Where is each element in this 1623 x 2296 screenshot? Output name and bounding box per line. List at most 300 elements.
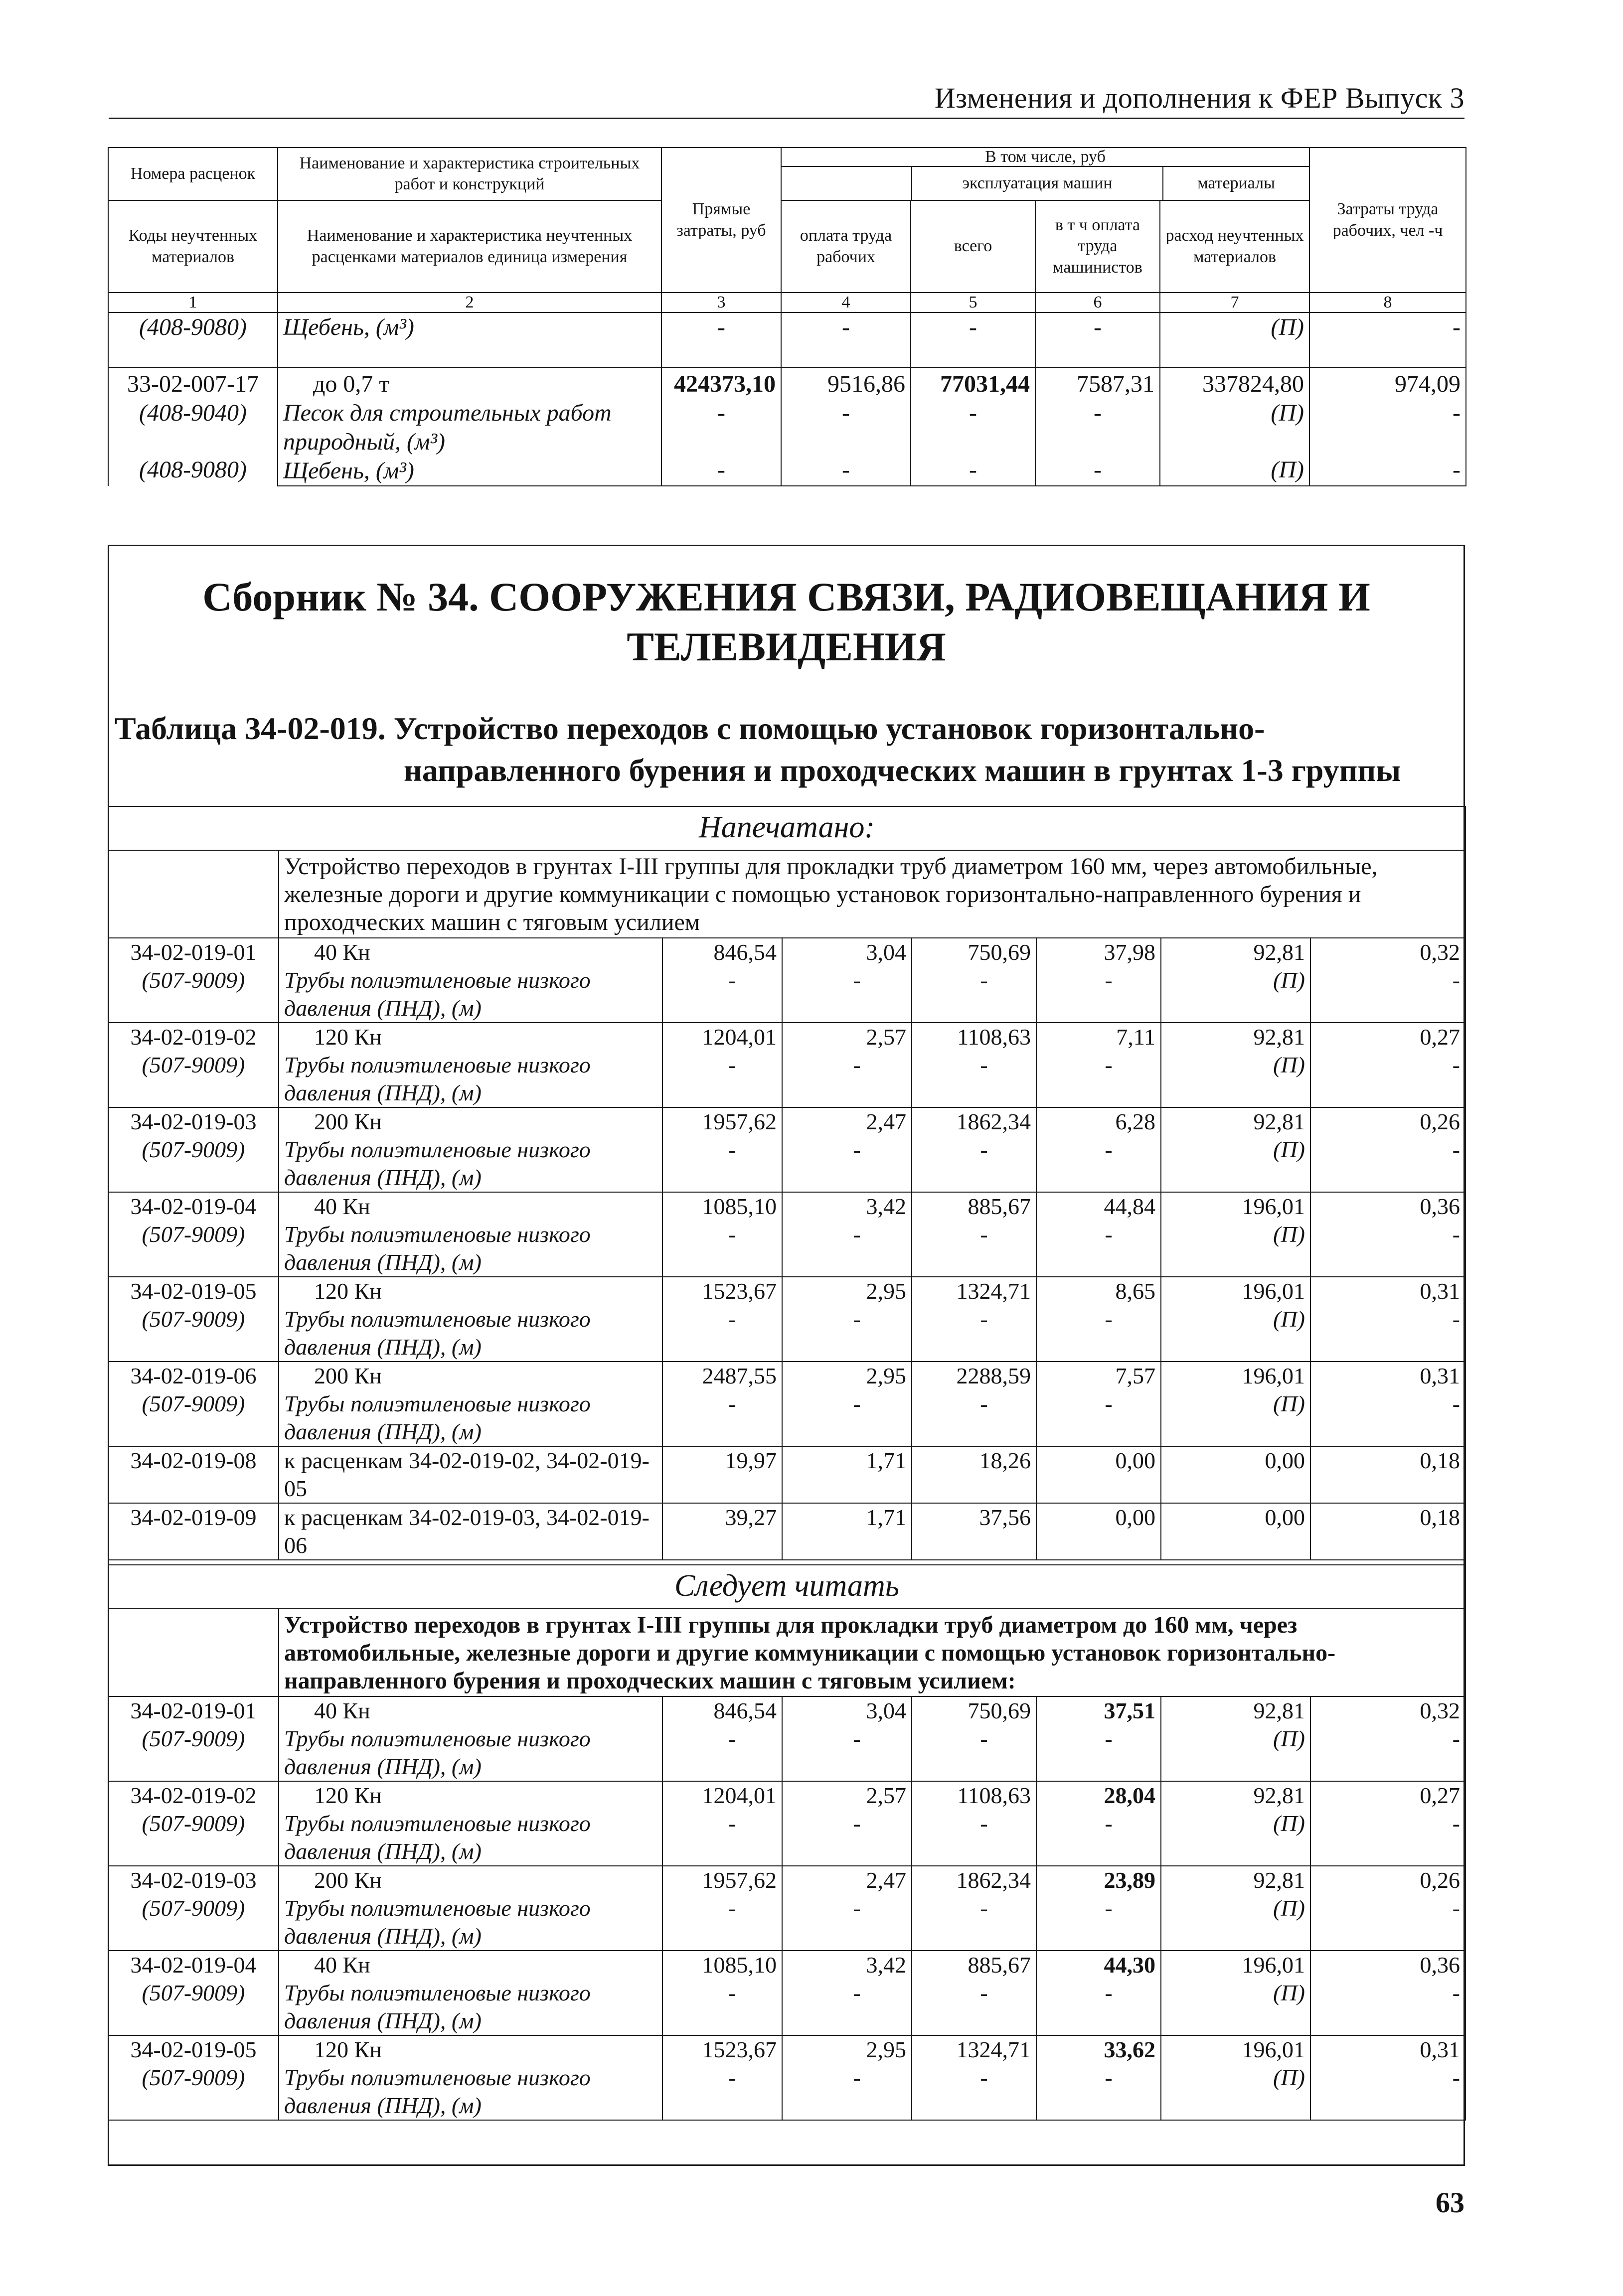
material-code: (408-9080) <box>139 457 247 483</box>
value-cell <box>662 1277 782 1362</box>
material-name: Трубы полиэтиленовые низкого давления (ПНД), (м) <box>284 1980 591 2033</box>
value: 8,65 <box>1115 1278 1155 1304</box>
value: (П) <box>1273 1811 1305 1836</box>
material-code: (507-9009) <box>142 1895 245 1921</box>
material-code: (507-9009) <box>142 2065 245 2090</box>
value: 92,81 <box>1253 1783 1305 1808</box>
value-cell <box>912 1503 1036 1560</box>
value: - <box>728 1306 736 1332</box>
value-cell <box>662 1781 782 1866</box>
rate-code: 34-02-019-05 <box>130 2037 257 2062</box>
name-cell <box>279 1446 662 1503</box>
value: - <box>853 1222 861 1247</box>
value-cell <box>1310 1951 1465 2035</box>
value-cell <box>1310 1277 1465 1362</box>
value-cell <box>782 1696 912 1781</box>
material-name: Трубы полиэтиленовые низкого давления (ПНД), (м) <box>284 1811 591 1864</box>
value: - <box>1105 1052 1113 1077</box>
value-cell <box>782 1107 912 1192</box>
value: 1,71 <box>866 1505 906 1530</box>
value: 1957,62 <box>702 1109 777 1134</box>
value: - <box>980 1980 988 2005</box>
value: 3,42 <box>866 1194 906 1219</box>
material-name: Трубы полиэтиленовые низкого давления (ПНД), (м) <box>284 1222 591 1275</box>
col-number: 2 <box>278 293 661 312</box>
value-cell <box>782 1023 912 1107</box>
value: 6,28 <box>1115 1109 1155 1134</box>
name-cell <box>279 1192 662 1277</box>
value-cell <box>782 1446 912 1503</box>
cell: - <box>969 400 977 426</box>
value-cell <box>1161 1503 1310 1560</box>
value-cell <box>1161 1866 1310 1951</box>
col-number: 5 <box>911 293 1035 312</box>
rate-code: 34-02-019-09 <box>130 1505 257 1530</box>
col-number: 3 <box>661 293 781 312</box>
rate-cell <box>108 1696 279 1781</box>
rate-cell <box>108 1362 279 1446</box>
cell: 424373,10 <box>674 371 776 397</box>
value-cell <box>1036 1023 1161 1107</box>
hdr-labor: Затраты труда рабочих, чел -ч <box>1309 148 1466 293</box>
should-read-label: Следует читать <box>108 1565 1465 1609</box>
cell: 77031,44 <box>940 371 1030 397</box>
name-cell <box>279 1696 662 1781</box>
value: 1204,01 <box>702 1024 777 1050</box>
name-cell <box>279 1277 662 1362</box>
value: 2288,59 <box>956 1363 1031 1388</box>
value: 750,69 <box>968 939 1031 965</box>
value: 92,81 <box>1253 1698 1305 1723</box>
value: 1085,10 <box>702 1952 777 1978</box>
cell: - <box>1453 400 1461 426</box>
value: - <box>728 1726 736 1751</box>
value-cell <box>782 1362 912 1446</box>
hdr-including-label: В том числе, руб <box>782 148 1309 167</box>
value: - <box>1452 1137 1460 1162</box>
value: 885,67 <box>968 1194 1031 1219</box>
value: - <box>853 1726 861 1751</box>
value: 7,11 <box>1116 1024 1155 1050</box>
col-number: 7 <box>1160 293 1309 312</box>
value: 28,04 <box>1104 1783 1155 1808</box>
cell: - <box>842 400 850 426</box>
cell: 9516,86 <box>827 371 905 397</box>
value-cell <box>662 1696 782 1781</box>
name-cell <box>279 2035 662 2120</box>
value: - <box>1452 1391 1460 1416</box>
value: - <box>853 1811 861 1836</box>
hdr-material-codes: Коды неучтенных материалов <box>108 200 278 293</box>
material-code: (507-9009) <box>142 1137 245 1162</box>
value-cell <box>1310 1781 1465 1866</box>
value: 1324,71 <box>956 1278 1031 1304</box>
value: 0,26 <box>1420 1867 1460 1893</box>
cell: 7587,31 <box>1077 371 1154 397</box>
value-cell <box>662 1866 782 1951</box>
rate-cell <box>108 1503 279 1560</box>
hdr-total: всего <box>911 200 1035 293</box>
rate-code: 34-02-019-03 <box>130 1109 257 1134</box>
value-cell <box>912 1866 1036 1951</box>
value: - <box>853 1052 861 1077</box>
material-name: Трубы полиэтиленовые низкого давления (ПНД), (м) <box>284 1895 591 1949</box>
value: 0,36 <box>1420 1194 1460 1219</box>
empty-cell <box>108 1609 279 1696</box>
rate-cell <box>108 1866 279 1951</box>
rate-cell <box>108 1023 279 1107</box>
rate-cell <box>108 1277 279 1362</box>
value: 7,57 <box>1115 1363 1155 1388</box>
rate-name: 40 Кн <box>314 1698 370 1723</box>
value: (П) <box>1273 1895 1305 1921</box>
name-cell <box>279 1023 662 1107</box>
rate-name: 120 Кн <box>314 1024 382 1050</box>
value: 1,71 <box>866 1448 906 1473</box>
cell: - <box>717 457 725 483</box>
value: (П) <box>1273 1222 1305 1247</box>
value-cell <box>1036 2035 1161 2120</box>
name-cell <box>279 1781 662 1866</box>
value-cell <box>1161 1192 1310 1277</box>
value-cell <box>1161 1696 1310 1781</box>
material-name: Песок для строительных работ природный, (м³) <box>283 400 612 455</box>
value: 3,04 <box>866 939 906 965</box>
value-cell <box>1310 2035 1465 2120</box>
value-cell <box>782 2035 912 2120</box>
value: 2,57 <box>866 1024 906 1050</box>
rate-code: 34-02-019-02 <box>130 1783 257 1808</box>
rate-cell <box>108 367 278 486</box>
value: 846,54 <box>713 939 777 965</box>
hdr-material-use: расход неучтенных материалов <box>1160 200 1309 293</box>
value: 39,27 <box>725 1505 777 1530</box>
rate-cell <box>108 1951 279 2035</box>
value: 1523,67 <box>702 2037 777 2062</box>
cell: 337824,80 <box>1202 371 1304 397</box>
value-cell <box>662 938 782 1023</box>
value: 92,81 <box>1253 1867 1305 1893</box>
value-cell <box>1161 2035 1310 2120</box>
rate-code: 34-02-019-08 <box>130 1448 257 1473</box>
value: 2,47 <box>866 1867 906 1893</box>
hdr-including <box>781 148 1309 200</box>
printed-label: Напечатано: <box>108 806 1465 850</box>
value-cell <box>1161 1446 1310 1503</box>
value-cell <box>782 1277 912 1362</box>
value: - <box>1452 967 1460 993</box>
value-cell <box>782 1951 912 2035</box>
rate-code: 34-02-019-04 <box>130 1194 257 1219</box>
value: 37,98 <box>1104 939 1155 965</box>
empty-cell <box>108 850 279 938</box>
value-cell <box>1036 1866 1161 1951</box>
value: 3,42 <box>866 1952 906 1978</box>
value: 1108,63 <box>957 1783 1031 1808</box>
value-cell <box>662 1503 782 1560</box>
value: - <box>1105 1391 1113 1416</box>
value: (П) <box>1273 1306 1305 1332</box>
should-read-description: Устройство переходов в грунтах I-III группы для прокладки труб диаметром до 160 мм, через автомобильные, железные дороги и другие коммуникации с помощью установок горизонтально-направленного бурения и проходческих машин с тяговым усилием: <box>279 1609 1465 1696</box>
table-title-line2: направленного бурения и проходческих машин в грунтах 1-3 группы <box>404 753 1401 788</box>
value-cell <box>662 2035 782 2120</box>
col-number: 8 <box>1309 293 1466 312</box>
value: - <box>728 1811 736 1836</box>
value-cell <box>1310 1696 1465 1781</box>
rate-name: 200 Кн <box>314 1363 382 1388</box>
cell: - <box>661 312 781 367</box>
value: - <box>980 1726 988 1751</box>
value: 18,26 <box>979 1448 1031 1473</box>
value: (П) <box>1273 1980 1305 2005</box>
value: - <box>1452 2065 1460 2090</box>
value: 2,57 <box>866 1783 906 1808</box>
material-code: (507-9009) <box>142 967 245 993</box>
value-cell <box>1036 1781 1161 1866</box>
rate-code: 34-02-019-03 <box>130 1867 257 1893</box>
rate-cell <box>108 2035 279 2120</box>
value-cell <box>782 938 912 1023</box>
value: 19,97 <box>725 1448 777 1473</box>
value-cell <box>912 1696 1036 1781</box>
value-cell <box>1161 1362 1310 1446</box>
name-cell <box>279 1107 662 1192</box>
material-name: Трубы полиэтиленовые низкого давления (ПНД), (м) <box>284 967 591 1021</box>
rate-name: 120 Кн <box>314 1783 382 1808</box>
material-name: Трубы полиэтиленовые низкого давления (ПНД), (м) <box>284 1391 591 1444</box>
value: - <box>728 1980 736 2005</box>
value-cell <box>782 1866 912 1951</box>
material-code: (507-9009) <box>142 1391 245 1416</box>
cell: - <box>842 457 850 483</box>
value-cell <box>662 1107 782 1192</box>
value: - <box>728 1222 736 1247</box>
value: 0,27 <box>1420 1024 1460 1050</box>
value: 37,56 <box>979 1505 1031 1530</box>
value-cell <box>1036 1362 1161 1446</box>
collection-title-line2: ТЕЛЕВИДЕНИЯ <box>627 624 946 669</box>
value: 1862,34 <box>956 1867 1031 1893</box>
value-cell <box>1310 1503 1465 1560</box>
value: 0,00 <box>1265 1448 1305 1473</box>
value-cell <box>1310 938 1465 1023</box>
value-cell <box>1310 1192 1465 1277</box>
value-cell <box>912 2035 1036 2120</box>
value: - <box>1105 1306 1113 1332</box>
value: - <box>728 2065 736 2090</box>
value: 0,00 <box>1115 1448 1155 1473</box>
material-name: Трубы полиэтиленовые низкого давления (ПНД), (м) <box>284 2065 591 2118</box>
hdr-direct-costs: Прямые затраты, руб <box>661 148 781 293</box>
value: - <box>980 1895 988 1921</box>
value: - <box>728 1391 736 1416</box>
value: 23,89 <box>1104 1867 1155 1893</box>
value: 885,67 <box>968 1952 1031 1978</box>
value: - <box>728 1137 736 1162</box>
cell: 974,09 <box>1395 371 1461 397</box>
value-cell <box>912 1781 1036 1866</box>
value: 1085,10 <box>702 1194 777 1219</box>
value: 750,69 <box>968 1698 1031 1723</box>
value: - <box>1105 1811 1113 1836</box>
value: - <box>1452 1895 1460 1921</box>
value: - <box>1105 2065 1113 2090</box>
value: 1862,34 <box>956 1109 1031 1134</box>
value: (П) <box>1273 967 1305 993</box>
hdr-operator-pay: в т ч оплата труда машинистов <box>1035 200 1160 293</box>
material-name: Трубы полиэтиленовые низкого давления (ПНД), (м) <box>284 1137 591 1190</box>
value-cell <box>1036 1951 1161 2035</box>
rate-code: 34-02-019-01 <box>130 1698 257 1723</box>
value: - <box>728 1895 736 1921</box>
material-name: Трубы полиэтиленовые низкого давления (ПНД), (м) <box>284 1726 591 1779</box>
value-cell <box>912 1023 1036 1107</box>
material-code: (507-9009) <box>142 1726 245 1751</box>
value: - <box>1452 1222 1460 1247</box>
value: - <box>853 1306 861 1332</box>
name-cell <box>279 1951 662 2035</box>
value: 2,95 <box>866 2037 906 2062</box>
value-cell <box>912 1446 1036 1503</box>
rate-code: 33-02-007-17 <box>127 371 259 397</box>
rate-name: 40 Кн <box>314 939 370 965</box>
value: 0,27 <box>1420 1783 1460 1808</box>
rate-name: к расценкам 34-02-019-02, 34-02-019-05 <box>284 1448 649 1501</box>
value: - <box>1105 1137 1113 1162</box>
value-cell <box>912 1192 1036 1277</box>
col-number: 6 <box>1035 293 1160 312</box>
material-name: Трубы полиэтиленовые низкого давления (ПНД), (м) <box>284 1306 591 1360</box>
value: - <box>1105 1895 1113 1921</box>
value: - <box>980 2065 988 2090</box>
cell: - <box>969 457 977 483</box>
value: (П) <box>1273 1137 1305 1162</box>
value: 196,01 <box>1242 1278 1305 1304</box>
value-cell <box>1036 1107 1161 1192</box>
value: - <box>1452 1980 1460 2005</box>
value-cell <box>662 1192 782 1277</box>
cell: - <box>1453 457 1461 483</box>
value: - <box>980 1137 988 1162</box>
material-code: (507-9009) <box>142 1306 245 1332</box>
value-cell <box>1036 1192 1161 1277</box>
value: - <box>853 1980 861 2005</box>
value-cell <box>662 1362 782 1446</box>
value: - <box>728 967 736 993</box>
value-cell <box>912 1107 1036 1192</box>
value: 0,31 <box>1420 2037 1460 2062</box>
value-cell <box>662 1023 782 1107</box>
cell: - <box>1094 400 1102 426</box>
rate-name: 40 Кн <box>314 1952 370 1978</box>
value-cell <box>782 1192 912 1277</box>
value: 196,01 <box>1242 1952 1305 1978</box>
cell: - <box>1309 312 1466 367</box>
material-code: (507-9009) <box>142 1052 245 1077</box>
material-code: (507-9009) <box>142 1980 245 2005</box>
value-cell <box>662 1446 782 1503</box>
continued-table <box>108 147 1466 486</box>
cell: - <box>781 312 911 367</box>
value-cell <box>1036 1696 1161 1781</box>
value-cell <box>1310 1107 1465 1192</box>
value: 33,62 <box>1104 2037 1155 2062</box>
value-cell <box>1036 1503 1161 1560</box>
name-cell <box>279 1503 662 1560</box>
collection-title <box>108 572 1465 672</box>
rate-cell <box>108 938 279 1023</box>
value: - <box>853 1895 861 1921</box>
value: 846,54 <box>713 1698 777 1723</box>
cell: - <box>911 312 1035 367</box>
page-number: 63 <box>1436 2186 1464 2219</box>
rate-name: к расценкам 34-02-019-03, 34-02-019-06 <box>284 1505 649 1558</box>
value-cell <box>912 1277 1036 1362</box>
value-cell <box>1310 1866 1465 1951</box>
value: 1324,71 <box>956 2037 1031 2062</box>
value-cell <box>1310 1023 1465 1107</box>
col-number: 1 <box>108 293 278 312</box>
value: 196,01 <box>1242 1363 1305 1388</box>
material-name: Трубы полиэтиленовые низкого давления (ПНД), (м) <box>284 1052 591 1105</box>
value-cell <box>912 938 1036 1023</box>
value: 0,36 <box>1420 1952 1460 1978</box>
value: 92,81 <box>1253 1024 1305 1050</box>
value: - <box>853 1137 861 1162</box>
material-name: Щебень, (м³) <box>278 312 661 367</box>
value: 92,81 <box>1253 939 1305 965</box>
material-name: Щебень, (м³) <box>283 458 414 484</box>
value-cell <box>782 1503 912 1560</box>
value: 2,47 <box>866 1109 906 1134</box>
name-cell <box>279 1362 662 1446</box>
value: (П) <box>1273 1726 1305 1751</box>
value: - <box>1452 1811 1460 1836</box>
rates-table <box>108 806 1466 2121</box>
value: 2487,55 <box>702 1363 777 1388</box>
value-cell <box>1310 1362 1465 1446</box>
value-cell <box>662 1951 782 2035</box>
value: 0,31 <box>1420 1363 1460 1388</box>
name-cell <box>279 938 662 1023</box>
value: (П) <box>1273 1052 1305 1077</box>
value: - <box>980 1222 988 1247</box>
value-cell <box>1161 938 1310 1023</box>
col-number: 4 <box>781 293 911 312</box>
value: - <box>980 1306 988 1332</box>
name-cell <box>279 1866 662 1951</box>
value-cell <box>1161 1107 1310 1192</box>
value-cell <box>1036 1446 1161 1503</box>
value: - <box>1105 1726 1113 1751</box>
value: 3,04 <box>866 1698 906 1723</box>
value-cell <box>1036 938 1161 1023</box>
value: 2,95 <box>866 1363 906 1388</box>
rate-name: 200 Кн <box>314 1109 382 1134</box>
cell: - <box>1094 457 1102 483</box>
material-code: (408-9080) <box>108 312 278 367</box>
value: - <box>1452 1052 1460 1077</box>
spacer <box>108 1560 1465 1565</box>
value: 0,32 <box>1420 1698 1460 1723</box>
rate-name: 40 Кн <box>314 1194 370 1219</box>
value: - <box>1452 1726 1460 1751</box>
value: 0,00 <box>1115 1505 1155 1530</box>
value: 0,31 <box>1420 1278 1460 1304</box>
value-cell <box>1036 1277 1161 1362</box>
hdr-worker-pay: оплата труда рабочих <box>781 200 911 293</box>
value: - <box>1105 1980 1113 2005</box>
